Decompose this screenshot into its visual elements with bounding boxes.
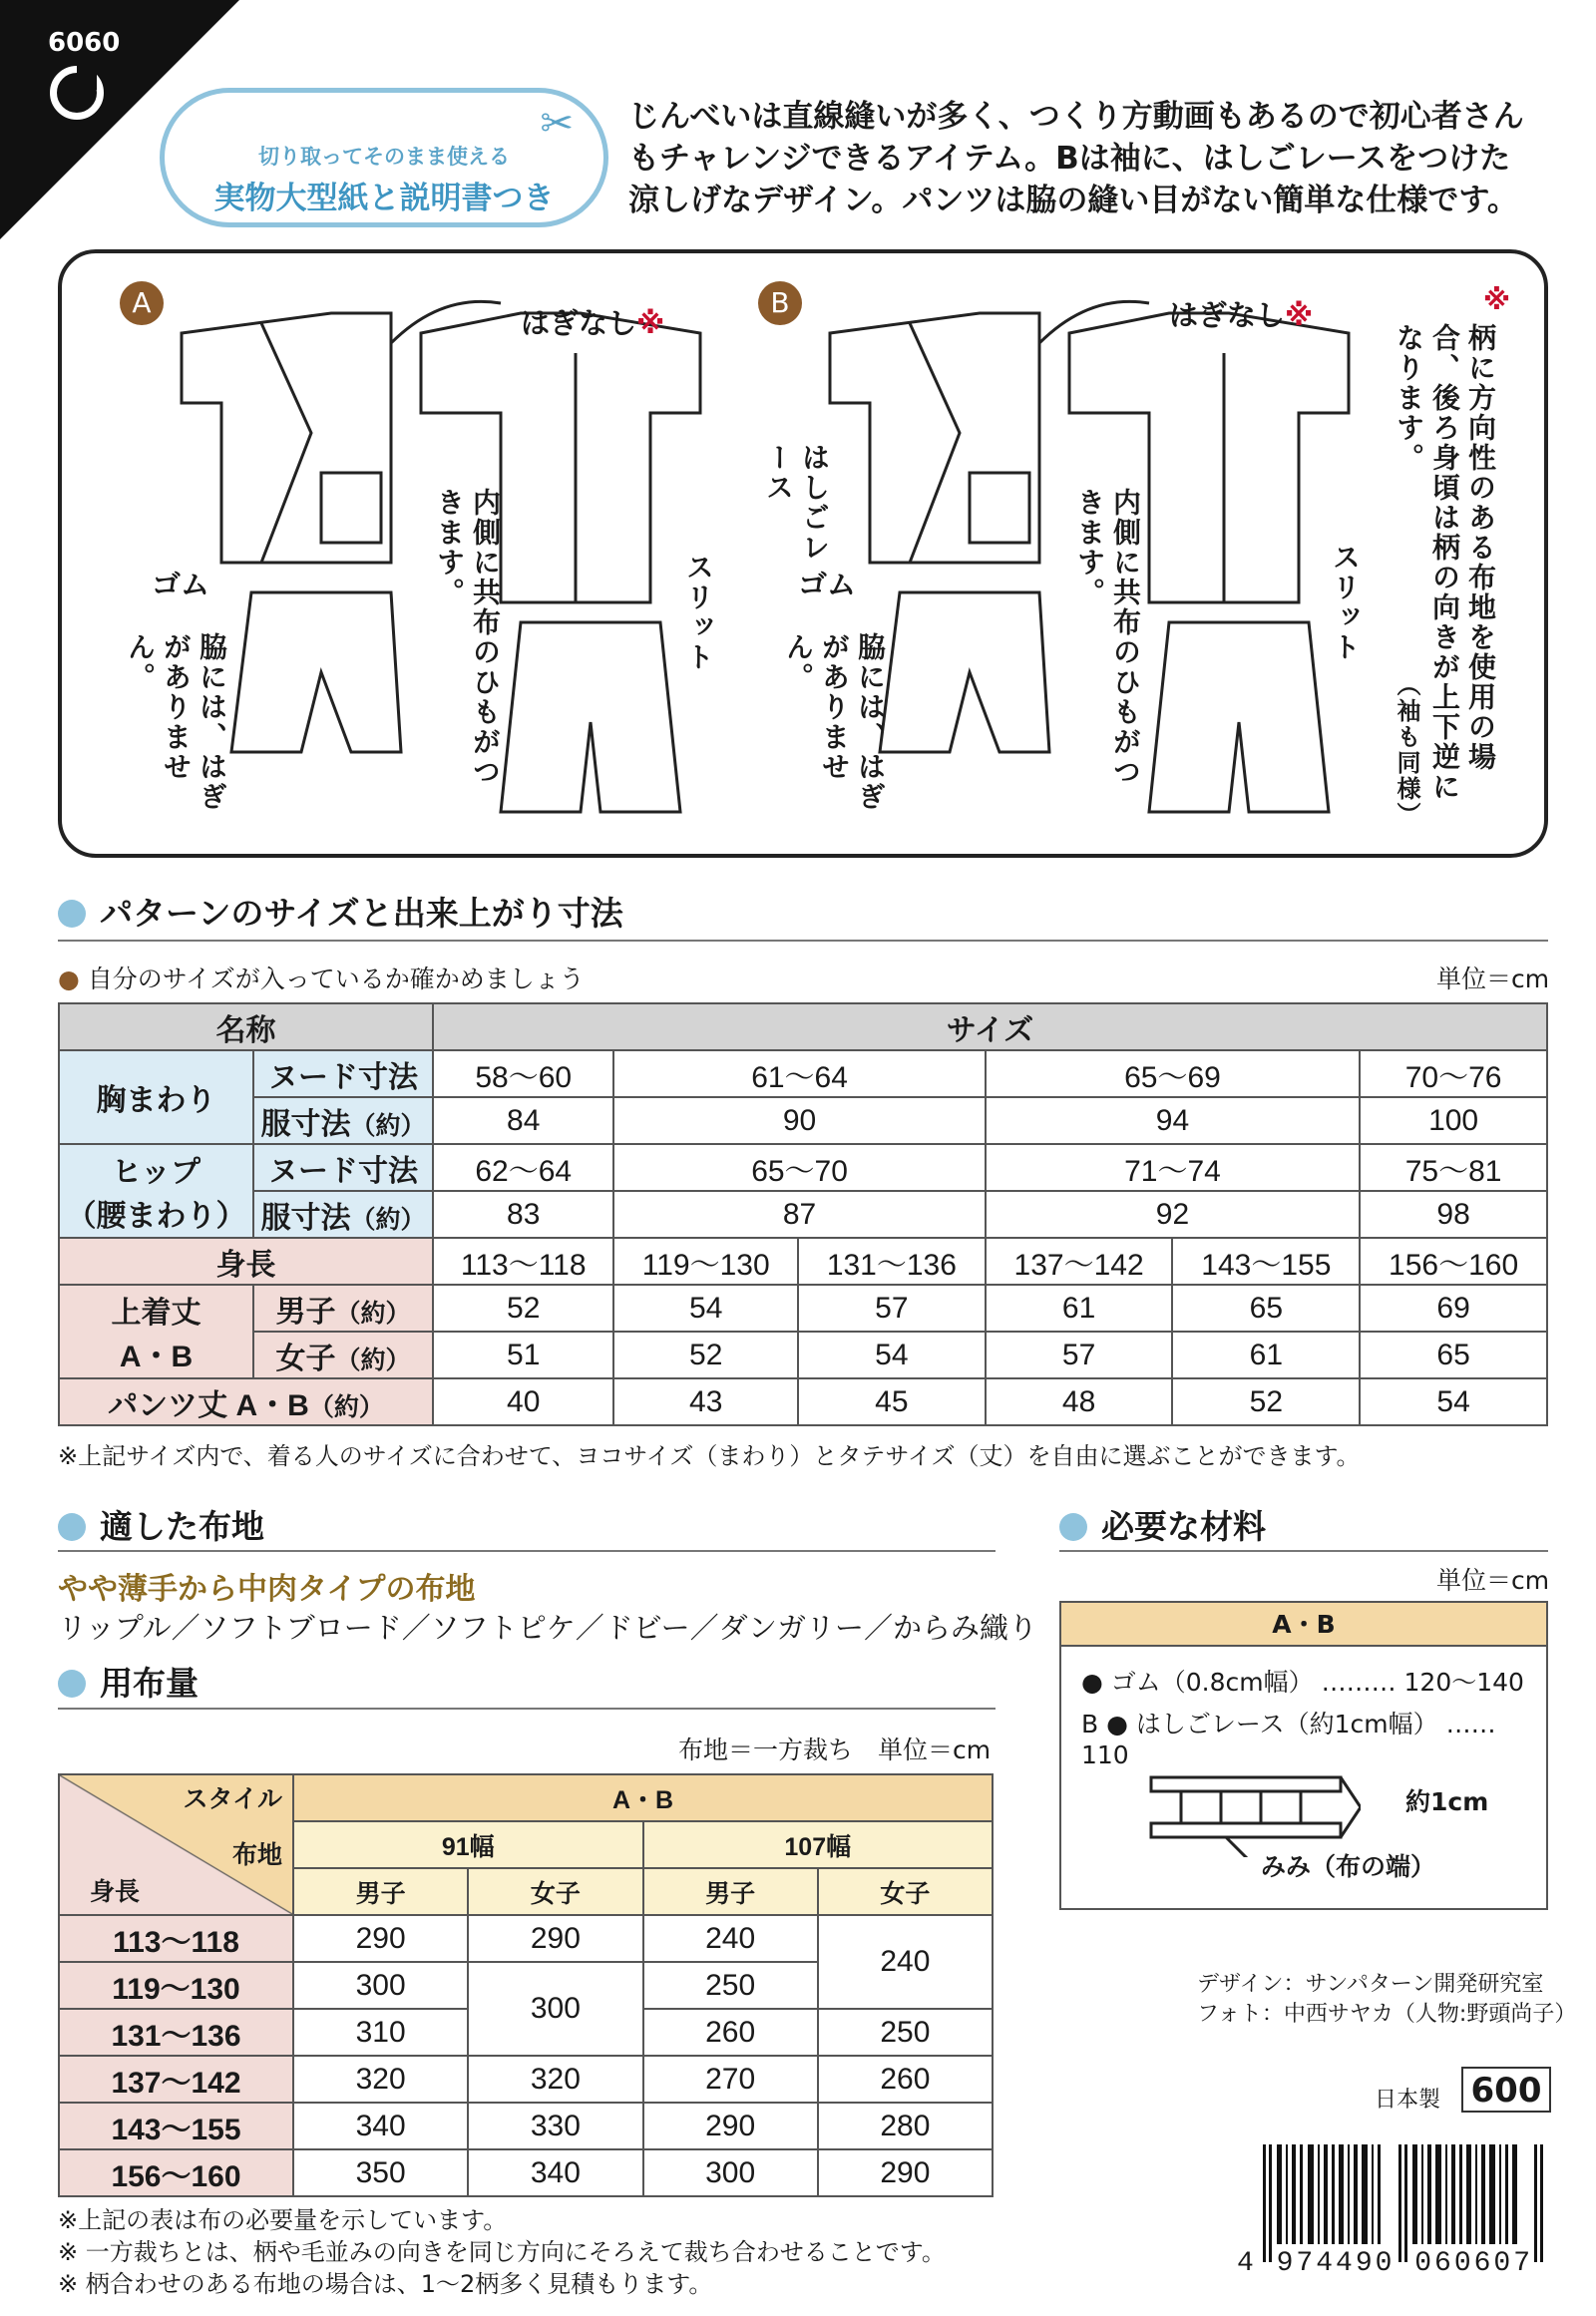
garment-text: 服寸法 <box>260 1201 351 1235</box>
w107-header: 107幅 <box>643 1821 994 1868</box>
girls-cell: 65 <box>1360 1332 1547 1378</box>
g107-cell: 240 <box>818 1915 993 2009</box>
inner-tie-note-b: 内側に共布のひもがつきます。 <box>1073 488 1142 787</box>
girls-cell: 51 <box>433 1332 613 1378</box>
yardage-section-title <box>58 1658 199 1705</box>
g91-cell: 340 <box>468 2149 642 2196</box>
materials-unit: 単位＝cm <box>1436 1566 1550 1595</box>
slit-note-a: スリット <box>682 553 715 672</box>
fabric-type: やや薄手から中肉タイプの布地 <box>58 1572 476 1607</box>
pants-cell: 48 <box>986 1378 1173 1425</box>
size-check-note <box>58 960 585 995</box>
approx-text: （約） <box>350 1111 426 1140</box>
intro-line: もチャレンジできるアイテム。Bは袖に、はしごレースをつけた <box>628 141 1511 177</box>
lace-label: B ● はしごレース（約1cm幅） <box>1081 1710 1438 1738</box>
fabric-label: 布地 <box>231 1841 282 1869</box>
g91-cell: 290 <box>468 1915 642 1962</box>
selvage-label: みみ（布の端） <box>1261 1852 1436 1881</box>
no-seam-label-a <box>521 301 664 342</box>
hip-garment-cell: 83 <box>433 1191 613 1238</box>
intro-line: 涼しげなデザイン。パンツは脇の縫い目がない簡単な仕様です。 <box>628 183 1518 218</box>
lace-value: 110 <box>1081 1740 1129 1769</box>
yardage-note: ※ 柄合わせのある布地の場合は、1〜2柄多く見積もります。 <box>58 2270 713 2298</box>
hip-label <box>59 1144 253 1238</box>
credits <box>1197 1970 1576 2030</box>
b107-cell: 260 <box>643 2009 818 2056</box>
badge-title: 実物大型紙と説明書つき <box>213 181 555 216</box>
no-seam-text: はぎなし <box>521 306 637 340</box>
hip-sub-text: （腰まわり） <box>66 1200 246 1233</box>
b107-cell: 240 <box>643 1915 818 1962</box>
boys-cell: 52 <box>433 1285 613 1332</box>
height-label: 身長 <box>90 1878 141 1906</box>
header-size: サイズ <box>433 1003 1547 1050</box>
chest-label: 胸まわり <box>59 1050 253 1144</box>
style-b-label: B <box>758 281 802 325</box>
ladder-lace-label: はしごレース <box>762 443 831 563</box>
height-cell: 119〜130 <box>613 1238 798 1285</box>
pants-cell: 40 <box>433 1378 613 1425</box>
pattern-direction-note: 柄に方向性のある布地を使用の場合、後ろ身頃は柄の向きが上下逆になります。 <box>1393 323 1497 802</box>
slit-note-b: スリット <box>1329 543 1362 662</box>
side-note-b: 脇には、はぎがありません。 <box>782 632 887 812</box>
height-cell: 137〜142 <box>59 2056 293 2103</box>
girls-cell: 54 <box>798 1332 986 1378</box>
note-mark: ※ <box>1285 298 1314 332</box>
yardage-notes <box>58 2204 946 2300</box>
elastic-label-a: ゴム <box>152 568 210 601</box>
chest-garment-cell: 100 <box>1360 1097 1547 1144</box>
size-table <box>58 1002 1548 1426</box>
height-cell: 156〜160 <box>1360 1238 1547 1285</box>
chest-garment-cell: 90 <box>613 1097 985 1144</box>
elastic-label-b: ゴム <box>798 568 857 601</box>
elastic-value: 120〜140 <box>1403 1668 1524 1697</box>
hip-nude-cell: 62〜64 <box>433 1144 613 1191</box>
height-label: 身長 <box>59 1238 433 1285</box>
size-note: ※上記サイズ内で、着る人のサイズに合わせて、ヨコサイズ（まわり）とタテサイズ（丈）を自由に選ぶことができます。 <box>58 1442 1361 1470</box>
b91-cell: 300 <box>293 1962 468 2009</box>
b91-cell: 350 <box>293 2149 468 2196</box>
nude-label: ヌード寸法 <box>253 1144 433 1191</box>
bullet-icon <box>1059 1513 1087 1541</box>
boys-cell: 61 <box>986 1285 1173 1332</box>
b107-cell: 300 <box>643 2149 818 2196</box>
leader-dots: …… <box>1445 1710 1496 1738</box>
b91-cell: 290 <box>293 1915 468 1962</box>
garment-label <box>253 1191 433 1238</box>
height-cell: 131〜136 <box>59 2009 293 2056</box>
w91-header: 91幅 <box>293 1821 643 1868</box>
height-cell: 143〜155 <box>59 2103 293 2149</box>
b91-cell: 320 <box>293 2056 468 2103</box>
height-cell: 156〜160 <box>59 2149 293 2196</box>
g107-cell: 260 <box>818 2056 993 2103</box>
price-box: 600 <box>1461 2067 1551 2113</box>
hip-nude-cell: 75〜81 <box>1360 1144 1547 1191</box>
height-cell: 143〜155 <box>1172 1238 1360 1285</box>
girls-cell: 57 <box>986 1332 1173 1378</box>
g107-cell: 280 <box>818 2103 993 2149</box>
materials-section-title <box>1059 1501 1266 1548</box>
approx-text: （約） <box>350 1205 426 1234</box>
b107-cell: 270 <box>643 2056 818 2103</box>
chest-nude-cell: 65〜69 <box>986 1050 1360 1097</box>
approx-text: （約） <box>335 1299 411 1328</box>
g107-cell: 250 <box>818 2009 993 2056</box>
b91-cell: 310 <box>293 2009 468 2056</box>
boys-cell: 54 <box>613 1285 798 1332</box>
boys-cell: 57 <box>798 1285 986 1332</box>
corner-header <box>59 1774 293 1915</box>
pattern-note-mark: ※ <box>1480 283 1513 318</box>
yardage-note: ※ 一方裁ちとは、柄や毛並みの向きを同じ方向にそろえて裁ち合わせることです。 <box>58 2238 946 2266</box>
top-length-label <box>59 1285 253 1378</box>
top-length-text: 上着丈 <box>111 1297 201 1330</box>
g91-cell: 300 <box>468 1962 642 2056</box>
boys-cell: 69 <box>1360 1285 1547 1332</box>
height-cell: 131〜136 <box>798 1238 986 1285</box>
yardage-unit: 布地＝一方裁ち 単位＝cm <box>678 1736 992 1764</box>
pattern-direction-sub: （袖も同様） <box>1393 672 1420 828</box>
elastic-row <box>1081 1663 1524 1699</box>
b107-cell: 250 <box>643 1962 818 2009</box>
photo-credit: フォト：中西サヤカ（人物:野頭尚子） <box>1197 2002 1577 2027</box>
bullet-icon <box>58 900 86 928</box>
boys-header: 男子 <box>293 1868 468 1915</box>
elastic-label: ● ゴム（0.8cm幅） <box>1081 1668 1314 1697</box>
yardage-note: ※上記の表は布の必要量を示しています。 <box>58 2206 508 2234</box>
fabric-title-text: 適した布地 <box>100 1507 264 1546</box>
leader-dots: ……… <box>1321 1668 1396 1697</box>
girls-header: 女子 <box>468 1868 642 1915</box>
chest-garment-cell: 84 <box>433 1097 613 1144</box>
size-section-title <box>58 888 623 935</box>
boys-text: 男子 <box>275 1295 336 1329</box>
girls-text: 女子 <box>275 1342 336 1375</box>
yardage-title-text: 用布量 <box>100 1664 199 1703</box>
product-code: 6060 <box>48 28 121 58</box>
design-credit: デザイン：サンパターン開発研究室 <box>1197 1972 1544 1997</box>
materials-box <box>1059 1601 1548 1910</box>
approx-text: （約） <box>335 1346 411 1374</box>
bullet-icon <box>58 1513 86 1541</box>
bullet-icon: ● <box>58 965 88 993</box>
materials-title-text: 必要な材料 <box>1101 1507 1266 1546</box>
top-ab-text: A・B <box>119 1341 194 1373</box>
barcode-number: 4 974490 060607 <box>1237 2248 1534 2279</box>
pants-cell: 54 <box>1360 1378 1547 1425</box>
divider <box>1059 1550 1548 1552</box>
girls-cell: 52 <box>613 1332 798 1378</box>
boys-header: 男子 <box>643 1868 818 1915</box>
fabric-section-title <box>58 1501 264 1548</box>
bullet-icon <box>58 1670 86 1698</box>
made-in: 日本製 <box>1375 2088 1441 2113</box>
chest-nude-cell: 58〜60 <box>433 1050 613 1097</box>
pants-label <box>59 1378 433 1425</box>
g91-cell: 320 <box>468 2056 642 2103</box>
no-seam-text: はぎなし <box>1169 298 1286 332</box>
divider <box>58 940 1548 942</box>
divider <box>58 1550 996 1552</box>
badge-subtitle: 切り取ってそのまま使える <box>258 145 510 169</box>
ab-header: A・B <box>293 1774 993 1821</box>
hip-garment-cell: 87 <box>613 1191 985 1238</box>
nude-label: ヌード寸法 <box>253 1050 433 1097</box>
no-seam-label-b <box>1169 293 1313 334</box>
scissors-icon: ✂ <box>540 101 574 147</box>
height-cell: 119〜130 <box>59 1962 293 2009</box>
hip-nude-cell: 71〜74 <box>986 1144 1360 1191</box>
lace-row <box>1081 1705 1546 1769</box>
chest-nude-cell: 70〜76 <box>1360 1050 1547 1097</box>
pattern-badge <box>160 88 608 227</box>
style-label: スタイル <box>183 1785 282 1813</box>
b107-cell: 290 <box>643 2103 818 2149</box>
pants-cell: 45 <box>798 1378 986 1425</box>
fabric-list: リップル／ソフトブロード／ソフトピケ／ドビー／ダンガリー／からみ織り <box>58 1611 1037 1645</box>
intro-text <box>628 96 1556 221</box>
style-a-label: A <box>120 281 164 325</box>
pants-text: パンツ丈 A・B <box>108 1388 309 1422</box>
b91-cell: 340 <box>293 2103 468 2149</box>
yardage-table <box>58 1773 994 2197</box>
height-cell: 113〜118 <box>59 1915 293 1962</box>
height-cell: 137〜142 <box>986 1238 1173 1285</box>
chest-garment-cell: 94 <box>986 1097 1360 1144</box>
hip-garment-cell: 92 <box>986 1191 1360 1238</box>
garment-label <box>253 1097 433 1144</box>
brand-logo-icon <box>50 66 104 120</box>
divider <box>58 1708 996 1710</box>
size-title-text: パターンのサイズと出来上がり寸法 <box>100 894 623 933</box>
intro-line: じんべいは直線縫いが多く、つくり方動画もあるので初心者さん <box>628 99 1524 135</box>
pants-cell: 43 <box>613 1378 798 1425</box>
girls-cell: 61 <box>1172 1332 1360 1378</box>
girls-label <box>253 1332 433 1378</box>
g91-cell: 330 <box>468 2103 642 2149</box>
side-note-a: 脇には、はぎがありません。 <box>124 632 228 812</box>
pants-cell: 52 <box>1172 1378 1360 1425</box>
g107-cell: 290 <box>818 2149 993 2196</box>
inner-tie-note-a: 内側に共布のひもがつきます。 <box>433 488 502 787</box>
hip-text: ヒップ <box>111 1156 201 1189</box>
size-unit: 単位＝cm <box>1436 965 1550 993</box>
ladder-lace-icon <box>1141 1767 1361 1857</box>
girls-header: 女子 <box>818 1868 993 1915</box>
chest-nude-cell: 61〜64 <box>613 1050 985 1097</box>
height-cell: 113〜118 <box>433 1238 613 1285</box>
hip-garment-cell: 98 <box>1360 1191 1547 1238</box>
boys-cell: 65 <box>1172 1285 1360 1332</box>
hip-nude-cell: 65〜70 <box>613 1144 985 1191</box>
lace-width-label: 約1cm <box>1405 1787 1489 1816</box>
header-name: 名称 <box>59 1003 433 1050</box>
illustration-panel <box>58 249 1548 858</box>
note-mark: ※ <box>636 306 665 340</box>
boys-label <box>253 1285 433 1332</box>
materials-header: A・B <box>1061 1603 1546 1647</box>
approx-text: （約） <box>308 1392 384 1421</box>
size-check-text: 自分のサイズが入っているか確かめましょう <box>87 965 585 993</box>
garment-text: 服寸法 <box>260 1107 351 1141</box>
